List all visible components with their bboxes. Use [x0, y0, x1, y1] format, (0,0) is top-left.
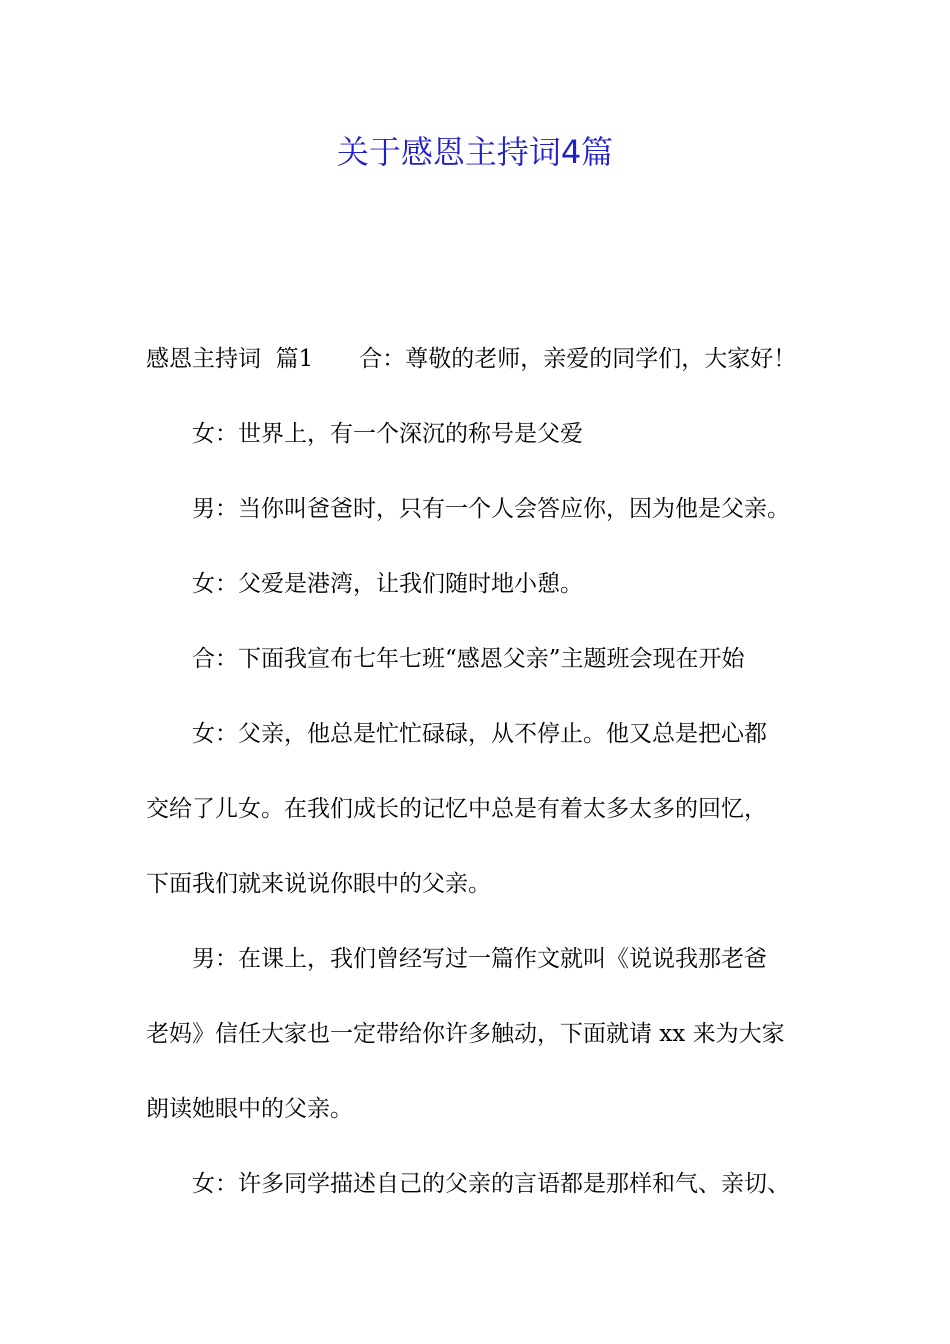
- paragraph-line-9: 男：在课上，我们曾经写过一篇作文就叫《说说我那老爸: [192, 946, 767, 972]
- section-heading: 感恩主持词 篇1: [146, 346, 314, 372]
- paragraph-line-10: 老妈》信任大家也一定带给你许多触动，下面就请 xx 来为大家: [146, 1021, 785, 1047]
- paragraph-line-5: 合：下面我宣布七年七班“感恩父亲”主题班会现在开始: [192, 646, 745, 672]
- document-title: 关于感恩主持词4篇: [336, 133, 614, 171]
- paragraph-line-12: 女：许多同学描述自己的父亲的言语都是那样和气、亲切、: [192, 1171, 790, 1197]
- paragraph-line-8: 下面我们就来说说你眼中的父亲。: [146, 871, 491, 897]
- paragraph-line-6: 女：父亲，他总是忙忙碌碌，从不停止。他又总是把心都: [192, 721, 767, 747]
- paragraph-line-11: 朗读她眼中的父亲。: [146, 1096, 353, 1122]
- paragraph-line-2: 女：世界上，有一个深沉的称号是父爱: [192, 421, 583, 447]
- paragraph-line-3: 男：当你叫爸爸时，只有一个人会答应你，因为他是父亲。: [192, 496, 790, 522]
- paragraph-line-1: 合：尊敬的老师，亲爱的同学们，大家好！: [359, 346, 797, 372]
- paragraph-line-7: 交给了儿女。在我们成长的记忆中总是有着太多太多的回忆，: [146, 796, 767, 822]
- paragraph-first-line: [146, 342, 796, 376]
- paragraph-line-4: 女：父爱是港湾，让我们随时地小憩。: [192, 571, 583, 597]
